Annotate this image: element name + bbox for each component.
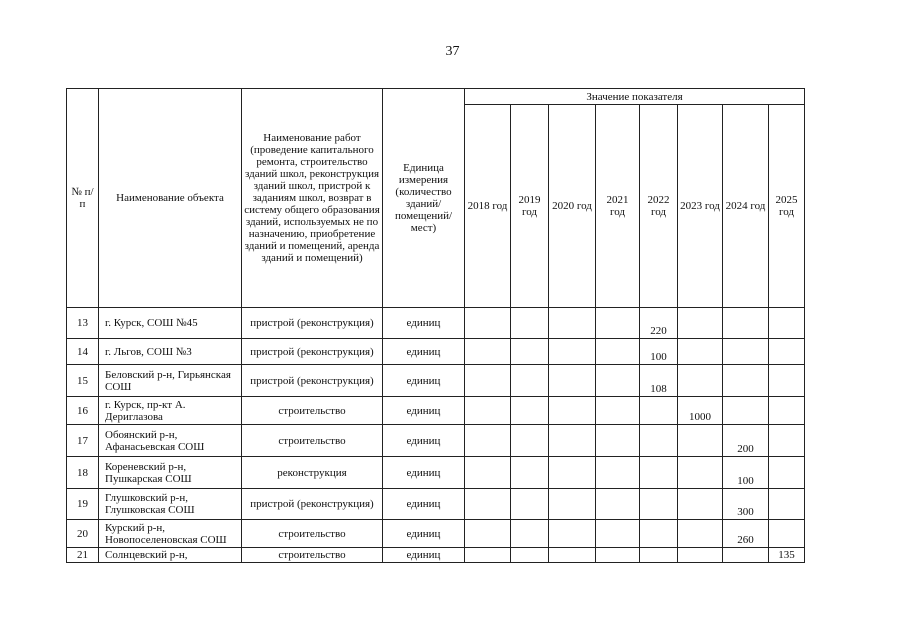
row-value: [678, 489, 723, 520]
row-value: [596, 548, 640, 563]
row-value: [511, 520, 549, 548]
row-value: [723, 548, 769, 563]
row-object: Кореневский р-н, Пушкарская СОШ: [99, 457, 242, 489]
header-year: 2018 год: [465, 105, 511, 308]
row-value: [678, 308, 723, 339]
row-value: [640, 489, 678, 520]
row-works: пристрой (реконструкция): [242, 489, 383, 520]
header-year: 2024 год: [723, 105, 769, 308]
table-row: [67, 520, 805, 548]
row-unit: единиц: [383, 365, 465, 397]
header-year: 2020 год: [549, 105, 596, 308]
row-value: [511, 425, 549, 457]
row-unit: единиц: [383, 489, 465, 520]
row-value: 1000: [678, 397, 723, 425]
row-num: 18: [67, 457, 99, 489]
row-value: [511, 457, 549, 489]
row-value: [465, 339, 511, 365]
row-value: [549, 457, 596, 489]
row-value: [511, 489, 549, 520]
header-unit: Единица измерения (количество зданий/ помещений/ мест): [383, 89, 465, 308]
row-unit: единиц: [383, 425, 465, 457]
row-works: строительство: [242, 520, 383, 548]
row-unit: единиц: [383, 339, 465, 365]
row-value: [678, 520, 723, 548]
row-value: [511, 365, 549, 397]
row-value: [769, 339, 805, 365]
row-unit: единиц: [383, 457, 465, 489]
row-works: реконструкция: [242, 457, 383, 489]
row-value: [465, 457, 511, 489]
row-value: [640, 548, 678, 563]
header-works: Наименование работ (проведение капитального ремонта, строительство зданий школ, реконструкция зданий школ, пристрой к заданиям школ, возврат в систему общего образования зданий, используемых не по назначению, приобретение зданий и помещений, аренда зданий и помещений): [242, 89, 383, 308]
row-value: 260: [723, 520, 769, 548]
row-num: 21: [67, 548, 99, 563]
row-works: строительство: [242, 425, 383, 457]
header-year: 2023 год: [678, 105, 723, 308]
row-value: [678, 457, 723, 489]
row-value: [511, 339, 549, 365]
indicator-table: [66, 88, 805, 563]
row-object: Глушковский р-н, Глушковская СОШ: [99, 489, 242, 520]
row-unit: единиц: [383, 308, 465, 339]
row-value: [511, 548, 549, 563]
header-num: № п/п: [67, 89, 99, 308]
row-value: [678, 365, 723, 397]
table-row: [67, 425, 805, 457]
row-works: пристрой (реконструкция): [242, 339, 383, 365]
row-num: 19: [67, 489, 99, 520]
row-value: [723, 397, 769, 425]
table-row: [67, 397, 805, 425]
row-unit: единиц: [383, 520, 465, 548]
row-value: [769, 397, 805, 425]
row-value: 100: [723, 457, 769, 489]
row-num: 13: [67, 308, 99, 339]
row-value: [596, 365, 640, 397]
row-value: [549, 520, 596, 548]
row-value: [596, 308, 640, 339]
row-value: 220: [640, 308, 678, 339]
header-indicator: Значение показателя: [465, 89, 805, 105]
row-value: [769, 520, 805, 548]
table-row: [67, 339, 805, 365]
row-value: [465, 308, 511, 339]
row-value: [640, 520, 678, 548]
row-num: 15: [67, 365, 99, 397]
row-value: [640, 425, 678, 457]
row-value: [596, 397, 640, 425]
row-value: [678, 339, 723, 365]
row-value: 100: [640, 339, 678, 365]
row-object: г. Курск, СОШ №45: [99, 308, 242, 339]
row-value: [678, 425, 723, 457]
row-value: [723, 365, 769, 397]
header-year: 2025 год: [769, 105, 805, 308]
row-value: [549, 339, 596, 365]
row-value: [549, 308, 596, 339]
row-value: [465, 548, 511, 563]
row-value: [769, 308, 805, 339]
table-row: [67, 548, 805, 563]
row-value: [596, 489, 640, 520]
row-value: [549, 397, 596, 425]
row-object: г. Курск, пр-кт А. Дериглазова: [99, 397, 242, 425]
row-value: [769, 425, 805, 457]
row-value: [596, 520, 640, 548]
row-value: 300: [723, 489, 769, 520]
row-object: Солнцевский р-н,: [99, 548, 242, 563]
header-year: 2019 год: [511, 105, 549, 308]
header-object: Наименование объекта: [99, 89, 242, 308]
row-value: [549, 425, 596, 457]
row-object: Курский р-н, Новопоселеновская СОШ: [99, 520, 242, 548]
row-object: г. Льгов, СОШ №3: [99, 339, 242, 365]
row-value: [549, 365, 596, 397]
row-num: 14: [67, 339, 99, 365]
row-value: [596, 425, 640, 457]
row-value: [465, 489, 511, 520]
row-value: [465, 397, 511, 425]
table-row: [67, 457, 805, 489]
row-value: [640, 457, 678, 489]
row-value: [511, 397, 549, 425]
row-value: [596, 339, 640, 365]
table-row: [67, 308, 805, 339]
row-works: строительство: [242, 548, 383, 563]
row-value: [678, 548, 723, 563]
row-value: [465, 520, 511, 548]
row-object: Обоянский р-н, Афанасьевская СОШ: [99, 425, 242, 457]
row-num: 17: [67, 425, 99, 457]
row-value: [723, 308, 769, 339]
row-value: [769, 489, 805, 520]
row-value: [596, 457, 640, 489]
row-num: 20: [67, 520, 99, 548]
row-num: 16: [67, 397, 99, 425]
row-unit: единиц: [383, 397, 465, 425]
table-row: [67, 489, 805, 520]
row-object: Беловский р-н, Гирьянская СОШ: [99, 365, 242, 397]
header-year: 2021 год: [596, 105, 640, 308]
row-value: [465, 365, 511, 397]
row-value: [465, 425, 511, 457]
row-value: [549, 489, 596, 520]
row-value: 108: [640, 365, 678, 397]
row-value: 200: [723, 425, 769, 457]
row-value: [549, 548, 596, 563]
row-works: пристрой (реконструкция): [242, 365, 383, 397]
row-value: [723, 339, 769, 365]
row-value: [769, 365, 805, 397]
row-unit: единиц: [383, 548, 465, 563]
row-works: пристрой (реконструкция): [242, 308, 383, 339]
row-value: 135: [769, 548, 805, 563]
row-value: [640, 397, 678, 425]
row-works: строительство: [242, 397, 383, 425]
table-row: [67, 365, 805, 397]
row-value: [769, 457, 805, 489]
header-year: 2022 год: [640, 105, 678, 308]
row-value: [511, 308, 549, 339]
page-number: 37: [445, 44, 460, 59]
